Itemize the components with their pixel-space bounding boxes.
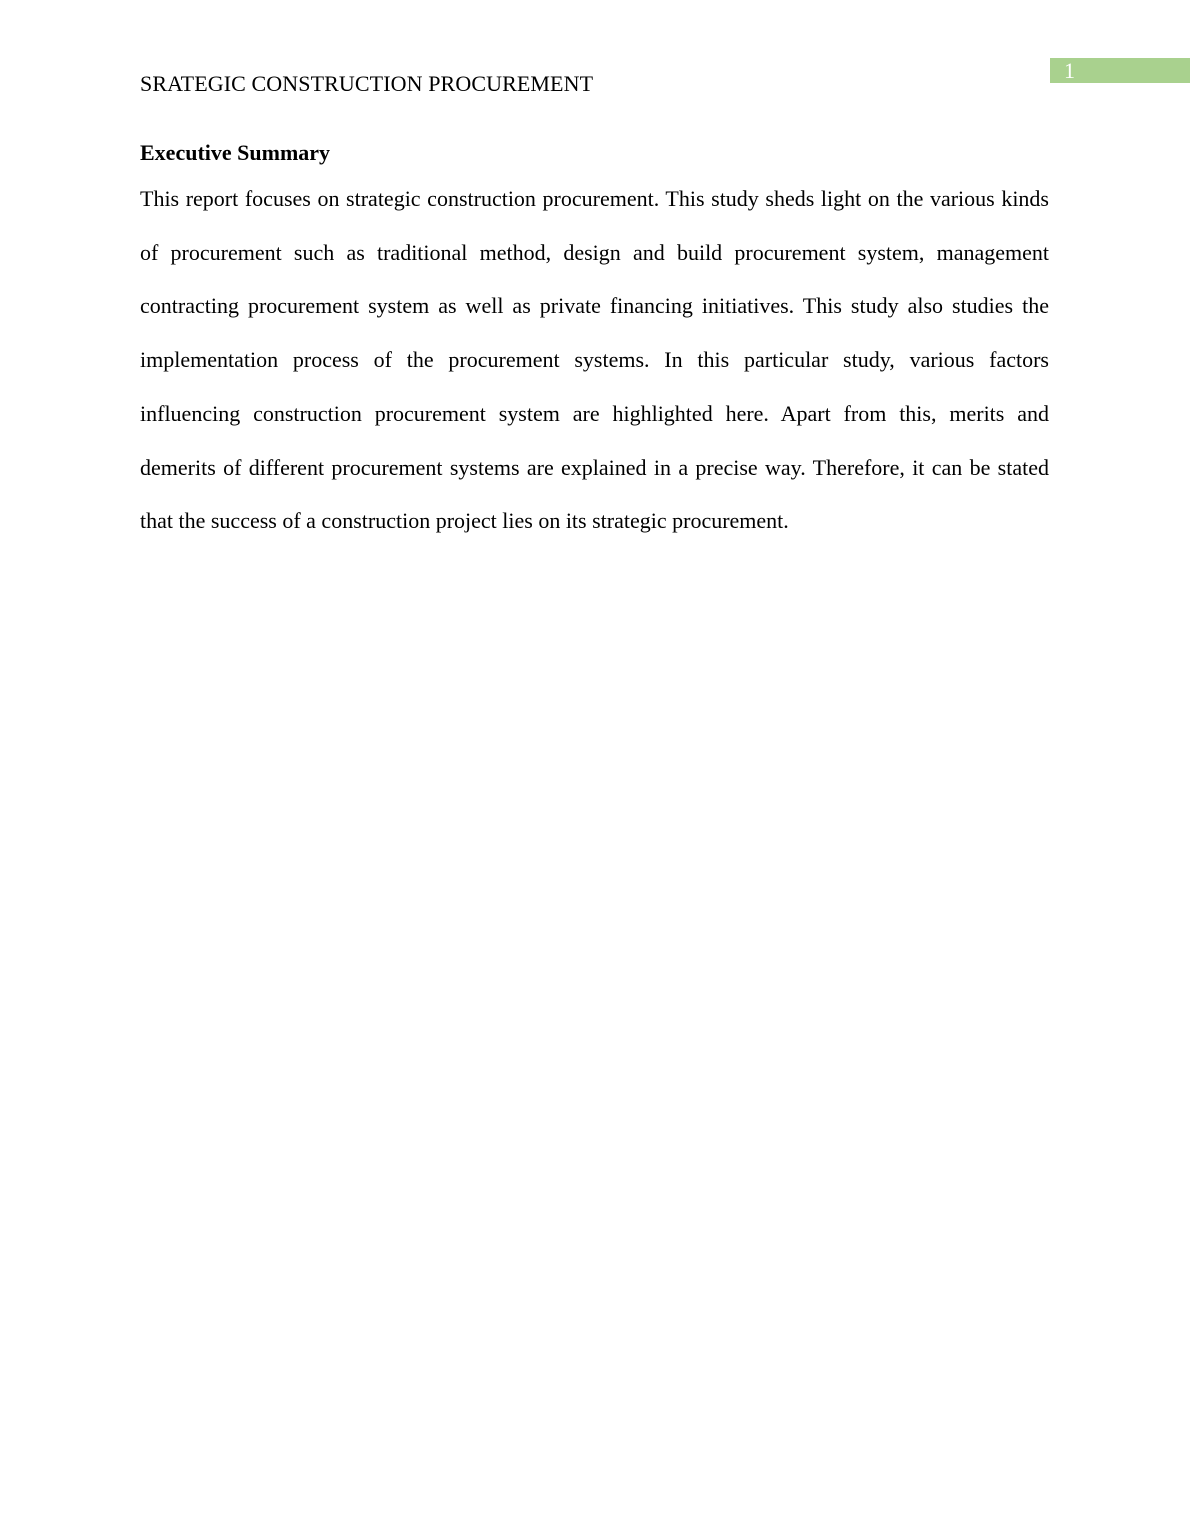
page-number-badge <box>1050 58 1190 83</box>
page-number: 1 <box>1064 58 1075 83</box>
running-head: SRATEGIC CONSTRUCTION PROCUREMENT <box>140 71 594 96</box>
summary-paragraph: This report focuses on strategic construction procurement. This study sheds light on the various kinds of procurement such as traditional method, design and build procurement system, management contracting procurement system as well as private financing initiatives. This study also studies the implementation process of the procurement systems. In this particular study, various factors influencing construction procurement system are highlighted here. Apart from this, merits and demerits of different procurement systems are explained in a precise way. Therefore, it can be stated that the success of a construction project lies on its strategic procurement. <box>140 186 1049 534</box>
section-heading: Executive Summary <box>140 140 331 165</box>
